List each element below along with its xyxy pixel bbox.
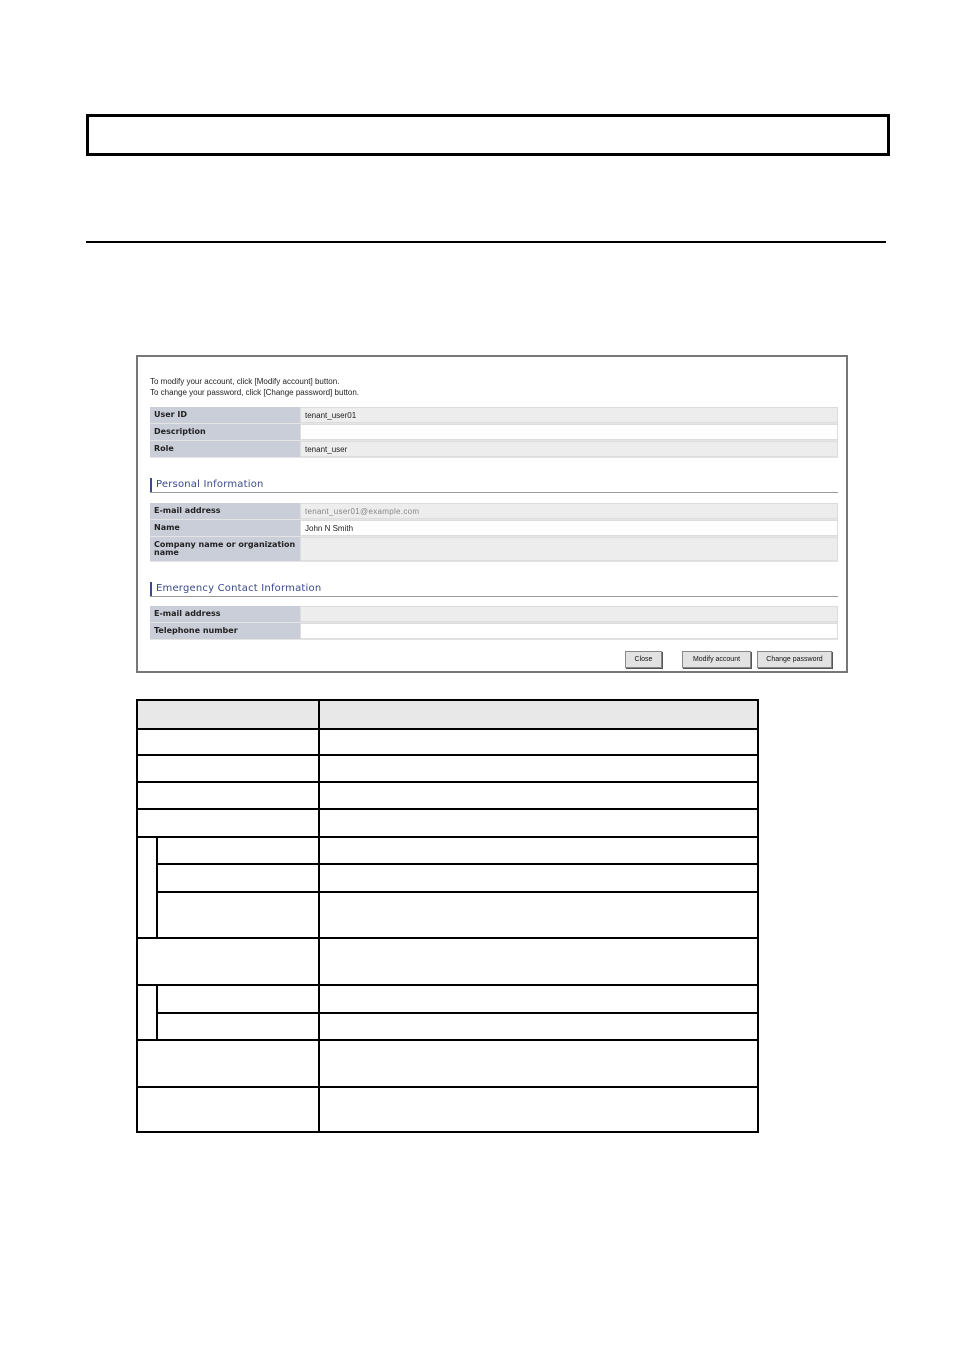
emergency-email-value: [300, 606, 838, 622]
field-label: Telephone number: [150, 623, 300, 639]
section-title: Personal Information: [156, 479, 264, 490]
field-label: User ID: [150, 407, 300, 423]
field-row-role: [150, 441, 838, 458]
emergency-fields-table: [150, 606, 838, 640]
email-value: tenant_user01@example.com: [300, 503, 838, 519]
instructions: [150, 376, 359, 398]
role-value: tenant_user: [300, 441, 838, 457]
column-divider: [318, 701, 320, 1131]
field-row-name: [150, 520, 838, 537]
account-fields-table: [150, 407, 838, 458]
field-label: Description: [150, 424, 300, 440]
row-divider: [138, 836, 757, 838]
section-rule: [86, 241, 886, 243]
section-accent-bar: [150, 478, 152, 492]
field-row-user-id: [150, 407, 838, 424]
telephone-value: [300, 623, 838, 639]
company-value: [300, 537, 838, 561]
field-label: E-mail address: [150, 606, 300, 622]
personal-info-header: [150, 478, 838, 493]
row-divider: [138, 1086, 757, 1088]
row-divider: [138, 808, 757, 810]
field-row-description: [150, 424, 838, 441]
description-table: [136, 699, 759, 1133]
change-password-button[interactable]: Change password: [757, 651, 832, 668]
row-divider: [138, 754, 757, 756]
emergency-contact-header: [150, 582, 838, 597]
table-header-row: [138, 701, 757, 730]
indent-divider: [156, 836, 158, 937]
section-accent-bar: [150, 582, 152, 596]
modify-account-button[interactable]: Modify account: [682, 651, 751, 668]
row-divider: [138, 937, 757, 939]
field-label: E-mail address: [150, 503, 300, 519]
row-divider: [156, 863, 757, 865]
personal-fields-table: [150, 503, 838, 562]
field-row-company: [150, 537, 838, 562]
field-label: Company name or organization name: [150, 537, 300, 561]
indent-divider: [156, 984, 158, 1039]
chapter-title-box: [86, 114, 890, 156]
name-value: John N Smith: [300, 520, 838, 536]
account-info-window: [136, 355, 848, 673]
field-label: Name: [150, 520, 300, 536]
row-divider: [156, 891, 757, 893]
field-row-telephone: [150, 623, 838, 640]
instruction-password: To change your password, click [Change password] button.: [150, 388, 360, 397]
field-row-emergency-email: [150, 606, 838, 623]
field-row-email: [150, 503, 838, 520]
row-divider: [156, 1012, 757, 1014]
section-title: Emergency Contact Information: [156, 583, 322, 594]
row-divider: [138, 1039, 757, 1041]
field-label: Role: [150, 441, 300, 457]
row-divider: [138, 984, 757, 986]
close-button[interactable]: Close: [625, 651, 662, 668]
instruction-modify: To modify your account, click [Modify account] button.: [150, 377, 340, 386]
user-id-value: tenant_user01: [300, 407, 838, 423]
description-value: [300, 424, 838, 440]
row-divider: [138, 781, 757, 783]
